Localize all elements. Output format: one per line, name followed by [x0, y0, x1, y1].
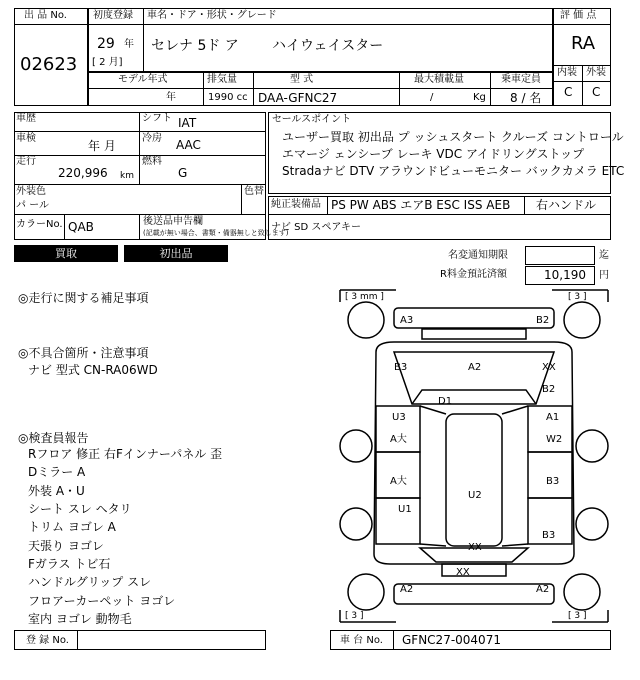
mark-rear-quarter-right: B3 — [542, 530, 556, 541]
mark-front-bumper-right: B2 — [536, 315, 550, 326]
mark-rear-quarter-left: U1 — [398, 504, 412, 515]
supplement-title: ◎走行に関する補足事項 — [18, 291, 149, 305]
inspector-line-1: Rフロア 修正 右Fインナーパネル 歪 — [28, 447, 223, 461]
inspector-line-5: トリム ヨゴレ A — [28, 520, 116, 534]
genuine-label: 純正装備品 — [271, 199, 321, 210]
inspector-line-10: 室内 ヨゴレ 動物毛 — [28, 612, 132, 626]
inspector-title: ◎検査員報告 — [18, 431, 89, 445]
mileage-label: 走行 — [16, 156, 36, 167]
steering: 右ハンドル — [536, 198, 597, 212]
recycle-unit: 円 — [599, 270, 609, 281]
inspector-line-6: 天張り ヨゴレ — [28, 539, 104, 553]
car-name: セレナ 5ド ア — [151, 38, 239, 54]
recycle-label: R料金預託済額 — [440, 269, 507, 280]
nav-sd: ナビ SD スペアキー — [271, 222, 362, 233]
mileage: 220,996 — [58, 166, 108, 180]
inspector-line-4: シート スレ ヘタリ — [28, 502, 132, 516]
max-load-unit: Kg — [473, 92, 486, 103]
displacement: 1990 cc — [208, 92, 248, 103]
mark-front-door-left: A大 — [390, 434, 407, 445]
car-name-label: 車名・ドア・形状・グレード — [147, 10, 277, 21]
lot-no-label: 出 品 No. — [24, 10, 67, 21]
displacement-label: 排気量 — [207, 74, 237, 85]
shift: IAT — [178, 116, 197, 130]
notice-unit: 迄 — [599, 250, 609, 261]
after-equip-note: (記載が無い場合、書類・備器無しと致します) — [143, 229, 289, 237]
mark-front-door-right: W2 — [546, 434, 563, 445]
chassis-label: 車 台 No. — [340, 635, 383, 646]
sales-point-line-1: ユーザー買取 初出品 プ ッシュスタート クルーズ コントロール — [282, 130, 624, 144]
defect-1: ナビ 型式 CN-RA06WD — [28, 363, 158, 377]
mark-rear-glass: XX — [468, 542, 482, 553]
type-label: 型 式 — [290, 74, 314, 85]
shift-label: シフト — [142, 113, 172, 124]
max-load-value: / — [430, 92, 434, 103]
inspector-line-9: フロアーカーペット ヨゴレ — [28, 594, 176, 608]
exterior-label: 外装 — [586, 67, 606, 78]
first-reg-label: 初度登録 — [93, 10, 133, 21]
type: DAA-GFNC27 — [258, 91, 338, 105]
ac-label: 冷房 — [142, 133, 162, 144]
reg-no-label: 登 録 No. — [26, 635, 69, 646]
month: [ 2 月] — [92, 57, 123, 68]
after-equip-label: 後送品申告欄 — [143, 216, 203, 227]
mark-windshield: D1 — [438, 396, 453, 407]
defects-title: ◎不具合箇所・注意事項 — [18, 346, 149, 360]
year: 29 — [97, 36, 115, 52]
capacity: 8 / 名 — [510, 91, 542, 105]
mileage-unit: km — [120, 171, 134, 181]
diagram-corner-tr: [ 3 ] — [568, 292, 587, 302]
grade: ハイウェイスター — [272, 38, 384, 54]
notice-value-box — [525, 246, 595, 265]
ext-color-label: 外装色 — [16, 186, 46, 197]
mark-rear-bumper-right: A2 — [536, 584, 550, 595]
year-unit: 年 — [124, 39, 134, 50]
mark-rear-panel: XX — [456, 567, 470, 578]
chassis-no: GFNC27-004071 — [402, 633, 501, 647]
mark-front-door-right-top: A1 — [546, 412, 560, 423]
max-load-label: 最大積載量 — [414, 74, 464, 85]
inspector-line-7: Fガラス トビ石 — [28, 557, 111, 571]
notice-label: 名変通知期限 — [448, 250, 508, 261]
mark-rear-door-left: A大 — [390, 476, 407, 487]
model-year-label: モデル年式 — [118, 74, 168, 85]
recycle-value: 10,190 — [544, 268, 586, 282]
fuel: G — [178, 166, 188, 180]
color-no: QAB — [68, 220, 94, 234]
mark-rear-door-right: B3 — [546, 476, 560, 487]
diagram-corner-tl: [ 3 mm ] — [345, 292, 384, 302]
model-year-unit: 年 — [166, 92, 176, 103]
color-change-label: 色替 — [244, 186, 264, 197]
score-label: 評 価 点 — [560, 10, 597, 21]
ext-color: パ ール — [16, 200, 49, 211]
score: RA — [571, 33, 596, 54]
interior-label: 内装 — [557, 67, 577, 78]
history-label: 車歴 — [16, 113, 36, 124]
genuine: PS PW ABS エアB ESC ISS AEB — [331, 198, 511, 212]
mark-roof: U2 — [468, 490, 482, 501]
mark-hood: A2 — [468, 362, 482, 373]
inspection-label: 車検 — [16, 133, 36, 144]
sales-points-label: セールスポイント — [272, 114, 352, 125]
lot-no: 02623 — [20, 54, 78, 75]
color-no-label: カラーNo. — [16, 219, 63, 230]
tag-purchase: 買取 — [14, 245, 118, 262]
inspector-line-2: Dミラー A — [28, 465, 86, 479]
inspector-line-3: 外装 A・U — [28, 484, 85, 498]
tag-first-listing: 初出品 — [124, 245, 228, 262]
inspection-unit: 年 月 — [88, 139, 116, 153]
sales-point-line-2: エマージ ェンシーブ レーキ VDC アイドリングストップ — [282, 147, 585, 161]
mark-rear-bumper-left: A2 — [400, 584, 414, 595]
sales-point-line-3: Stradaナビ DTV アラウンドビューモニター バックカメラ ETC — [282, 164, 625, 178]
capacity-label: 乗車定員 — [501, 74, 541, 85]
exterior-grade: C — [592, 85, 601, 99]
mark-front-fender-right: XX — [542, 362, 556, 373]
diagram-corner-br: [ 3 ] — [568, 611, 587, 621]
diagram-corner-bl: [ 3 ] — [345, 611, 364, 621]
mark-front-side-right: B2 — [542, 384, 556, 395]
interior-grade: C — [564, 85, 573, 99]
car-damage-diagram — [336, 286, 612, 626]
mark-front-door-left-top: U3 — [392, 412, 406, 423]
inspector-line-8: ハンドルグリップ スレ — [28, 575, 152, 589]
mark-front-fender-left: B3 — [394, 362, 408, 373]
mark-front-bumper-left: A3 — [400, 315, 414, 326]
ac: AAC — [176, 138, 201, 152]
fuel-label: 燃料 — [142, 156, 162, 167]
